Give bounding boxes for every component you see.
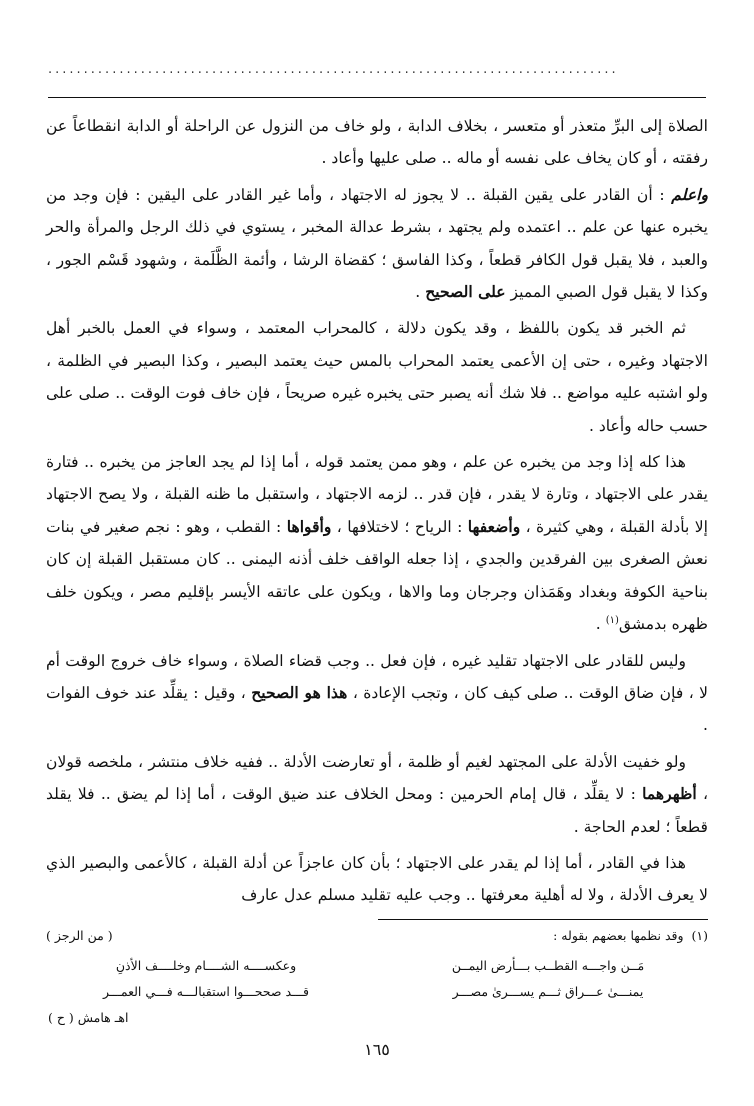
paragraph-5 — [46, 645, 708, 742]
page-number: ١٦٥ — [364, 1040, 390, 1059]
footnote — [46, 926, 708, 1028]
paragraph-text: : الرياح ؛ لاختلافها ، — [336, 517, 463, 536]
header-rule — [48, 97, 706, 98]
paragraph-text: : القطب ، وهو : نجم صغير في بنات نعش الصغرى بين الفرقدين والجدي ، إذا جعله الواقف خلف أذنه اليمنى .. كان مستقبل القبلة إن كان بناحية الكوفة وبغداد وهَمَذان وجرجان وما والاها ، ويكون على عاتقه الأيسر بإقليم مصر ، ويكون خلف ظهره بدمشق — [46, 517, 708, 634]
paragraph-4 — [46, 446, 708, 640]
footnote-number: (١) — [691, 928, 708, 943]
footnote-intro: وقد نظمها بعضهم بقوله : — [553, 928, 684, 943]
verse-hemistich: قـــد صححـــوا استقبالـــه فـــي العمـــر — [102, 984, 309, 999]
bold-phrase: وأضعفها — [467, 516, 521, 536]
paragraph-2 — [46, 179, 708, 309]
paragraph-text: هذا كله إذا وجد من يخبره عن علم ، وهو ممن يعتمد قوله ، أما إذا لم يجد العاجز من يخبره .. فتارة يقدر على الاجتهاد ، وتارة لا يقدر ، فإن قدر .. لزمه الاجتهاد ، واستقبل ما ظنه القبلة ، ولا يصح الاجتهاد إلا بأدلة القبلة ، وهي كثيرة ، — [46, 453, 708, 536]
verses — [46, 956, 708, 1002]
paragraph-text: : أن القادر على يقين القبلة .. لا يجوز له الاجتهاد ، وأما غير القادر على اليقين : فإن وجد من يخبره عنها عن علم .. اعتمده ولم يجتهد ، بشرط عدالة المخبر ، يستوي في ذلك الرجل والمرأة والحر والعبد ، فلا يقبل قول الكافر قطعاً ، وكذا الفاسق ؛ كقضاة الرشا ، وأئمة الظَّلَمة ، وشهود قَسْم الجور ، وكذا لا يقبل قول الصبي المميز — [46, 185, 708, 302]
footnote-intro-line — [553, 926, 708, 946]
paragraph-3 — [46, 312, 708, 442]
footnote-header — [46, 926, 708, 946]
footnote-source: اهـ هامش ( ح ) — [48, 1010, 129, 1025]
paragraph-end: ، وقيل : يقلِّد عند خوف الفوات . — [46, 683, 708, 735]
paragraph-text: وليس للقادر على الاجتهاد تقليد غيره ، فإن فعل .. وجب قضاء الصلاة ، وسواء خاف خروج الوقت أم لا ، فإن ضاق الوقت .. صلى كيف كان ، وتجب الإعادة ، — [46, 651, 709, 702]
footnote-rule — [378, 919, 708, 920]
paragraph-end: : لا يقلِّد ، قال إمام الحرمين : ومحل الخلاف عند ضيق الوقت ، أما إذا لم يضق .. فلا يقلد قطعاً ؛ لعدم الحاجة . — [46, 785, 708, 836]
verse-hemistich: يمنـــىٰ عـــراق ثـــم يســـرىٰ مصـــر — [452, 984, 644, 999]
bold-phrase: وأقواها — [286, 516, 332, 536]
paragraph-text: ثم الخبر قد يكون باللفظ ، وقد يكون دلالة ، كالمحراب المعتمد ، وسواء في العمل بالخبر أهل الاجتهاد وغيره ، حتى إن الأعمى يعتمد المحراب بالمس حيث يعتمد البصير ، وكذا البصير في الظلمة ، ولو اشتبه عليه مواضع .. فلا شك أنه يصبر حتى يخبره غيره صريحاً ، فإن خاف فوت الوقت .. صلى على حسب حاله وأعاد . — [46, 319, 708, 435]
paragraph-end: . — [415, 283, 421, 302]
lead-word: واعلم — [671, 184, 708, 204]
bold-phrase: أظهرهما — [642, 784, 697, 804]
verse-hemistich: مَــن واجـــه القطــب بـــأرض اليمــن — [451, 958, 645, 973]
footnote-ref: (١) — [605, 614, 619, 626]
paragraph-text: ولو خفيت الأدلة على المجتهد لغيم أو ظلمة ، أو تعارضت الأدلة .. ففيه خلاف منتشر ، ملخصه قولان ، — [46, 752, 708, 804]
header-dotted-line: ................................................................................ — [48, 62, 619, 77]
paragraph-1 — [46, 110, 708, 175]
verse-line — [46, 956, 708, 976]
paragraph-text: هذا في القادر ، أما إذا لم يقدر على الاجتهاد ؛ بأن كان عاجزاً عن أدلة القبلة ، كالأعمى والبصير الذي لا يعرف الأدلة ، ولا له أهلية معرفتها .. وجب عليه تقليد مسلم عدل عارف — [46, 853, 708, 905]
paragraph-text: الصلاة إلى البرِّ متعذر أو متعسر ، بخلاف الدابة ، ولو خاف من النزول عن الراحلة أو الدابة انقطاعاً عن رفقته ، أو كان يخاف على نفسه أو ماله .. صلى عليها وأعاد . — [46, 117, 708, 168]
bold-phrase: هذا هو الصحيح — [251, 682, 348, 702]
verse-line — [46, 982, 708, 1002]
paragraph-end: . — [595, 615, 601, 634]
bold-phrase: على الصحيح — [425, 282, 506, 302]
paragraph-7 — [46, 847, 708, 912]
paragraph-6 — [46, 746, 708, 843]
footnote-meter: ( من الرجز ) — [46, 928, 113, 943]
verse-hemistich: وعكســــه الشــــام وخلــــف الأذنِ — [115, 958, 297, 973]
main-text — [46, 110, 708, 916]
